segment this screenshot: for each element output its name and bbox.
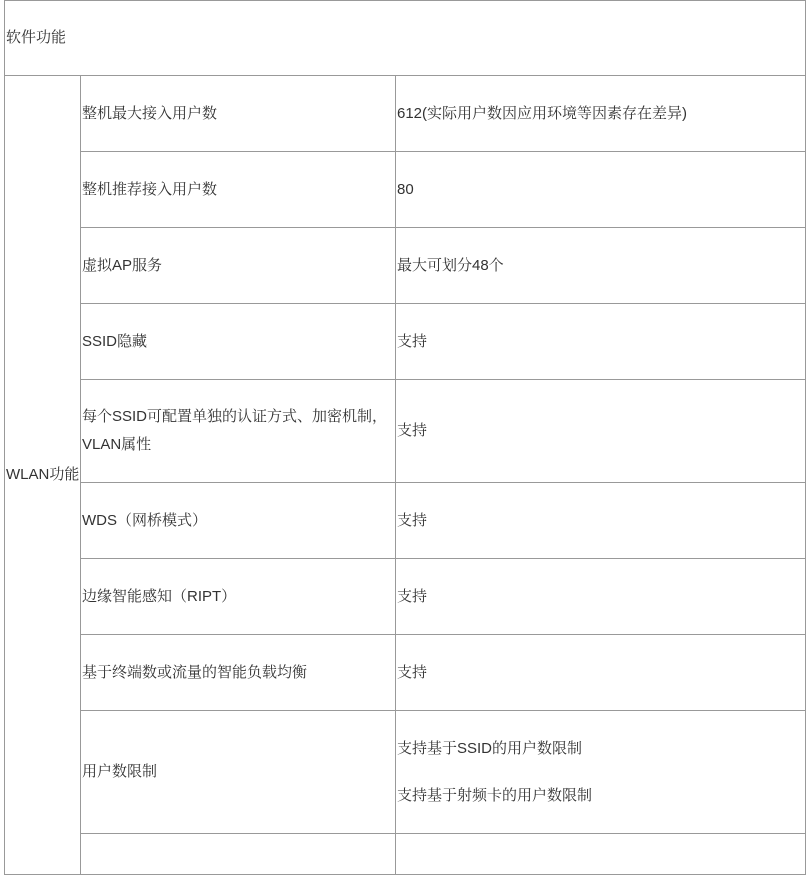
table-row-partial (5, 834, 806, 875)
table-row (5, 76, 806, 152)
table-row (5, 711, 806, 834)
section-header-row (5, 1, 806, 76)
group-label: WLAN功能 (5, 76, 81, 875)
value-cell: 80 (396, 152, 806, 228)
table-row (5, 635, 806, 711)
feature-cell: SSID隐藏 (81, 304, 396, 380)
section-title: 软件功能 (5, 1, 806, 76)
value-cell (396, 711, 806, 834)
spec-table (4, 0, 806, 875)
feature-cell: WDS（网桥模式） (81, 483, 396, 559)
value-cell: 最大可划分48个 (396, 228, 806, 304)
table-row (5, 304, 806, 380)
value-cell: 支持 (396, 483, 806, 559)
feature-cell: 虚拟AP服务 (81, 228, 396, 304)
table-row (5, 228, 806, 304)
value-line: 支持基于SSID的用户数限制 (397, 739, 583, 757)
table-row (5, 483, 806, 559)
value-cell: 支持 (396, 380, 806, 483)
table-row (5, 152, 806, 228)
feature-cell: 每个SSID可配置单独的认证方式、加密机制，VLAN属性 (81, 380, 396, 483)
feature-cell: 基于终端数或流量的智能负载均衡 (81, 635, 396, 711)
table-row (5, 380, 806, 483)
value-cell: 支持 (396, 559, 806, 635)
table-row (5, 559, 806, 635)
value-cell-empty (396, 834, 806, 875)
feature-cell: 整机最大接入用户数 (81, 76, 396, 152)
value-line: 支持基于射频卡的用户数限制 (397, 786, 593, 804)
value-cell: 612(实际用户数因应用环境等因素存在差异) (396, 76, 806, 152)
feature-cell: 用户数限制 (81, 711, 396, 834)
feature-cell-empty (81, 834, 396, 875)
value-cell: 支持 (396, 635, 806, 711)
feature-cell: 边缘智能感知（RIPT） (81, 559, 396, 635)
feature-cell: 整机推荐接入用户数 (81, 152, 396, 228)
value-cell: 支持 (396, 304, 806, 380)
